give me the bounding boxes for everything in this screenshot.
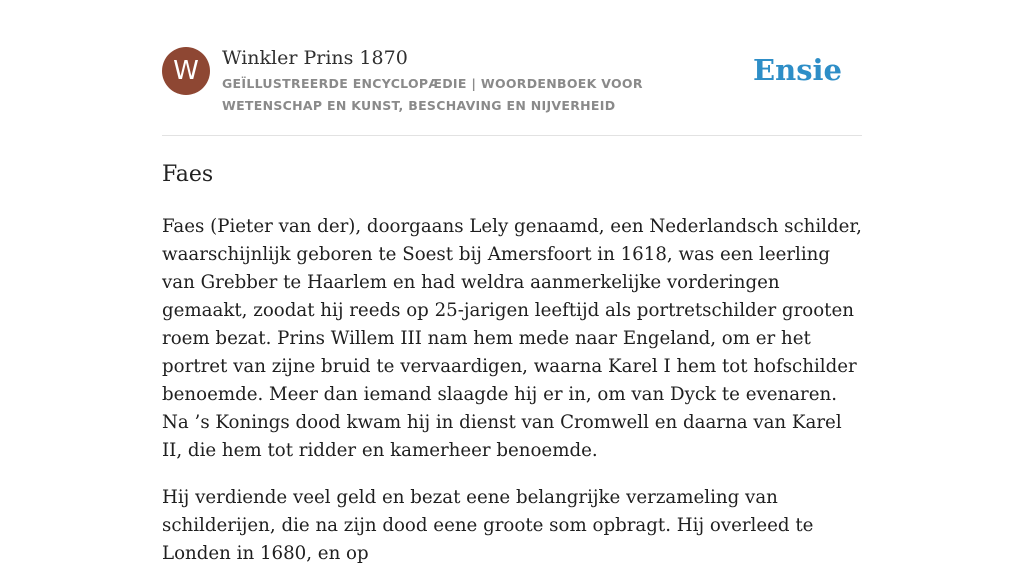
entry-paragraph-2: Hij verdiende veel geld en bezat eene belangrijke verzameling van schilderijen, die na zijn dood eene groote som opbragt. Hij overleed te Londen in 1680, en op bbox=[162, 487, 814, 564]
entry-paragraph-1: Faes (Pieter van der), doorgaans Lely genaamd, een Nederlandsch schilder, waarschijnlijk geboren te Soest bij Amersfoort in 1618, was een leerling van Grebber te Haarlem en had weldra aanmerkelijke vorderingen gemaakt, zoodat hij reeds op 25-jarigen leeftijd als portretschilder grooten roem bezat. Prins Willem III nam hem mede naar Engeland, om er het portret van zijne bruid te vervaardigen, waarna Karel I hem tot hofschilder benoemde. Meer dan iemand slaagde hij er in, om van Dyck te evenaren. Na ’s Konings dood kwam hij in dienst van Cromwell en daarna van Karel II, die hem tot ridder en kamerheer benoemde. bbox=[162, 216, 862, 461]
ensie-logo[interactable]: Ensie bbox=[753, 53, 842, 87]
entry-body bbox=[162, 213, 867, 587]
source-subtitle: GEÏLLUSTREERDE ENCYCLOPÆDIE | WOORDENBOEK VOOR WETENSCHAP EN KUNST, BESCHAVING EN NIJVERHEID bbox=[222, 76, 643, 113]
source-title[interactable]: Winkler Prins 1870 bbox=[222, 47, 408, 69]
header bbox=[162, 46, 862, 116]
header-divider bbox=[162, 135, 862, 136]
source-avatar[interactable]: W bbox=[162, 47, 210, 95]
entry-title: Faes bbox=[162, 162, 214, 187]
